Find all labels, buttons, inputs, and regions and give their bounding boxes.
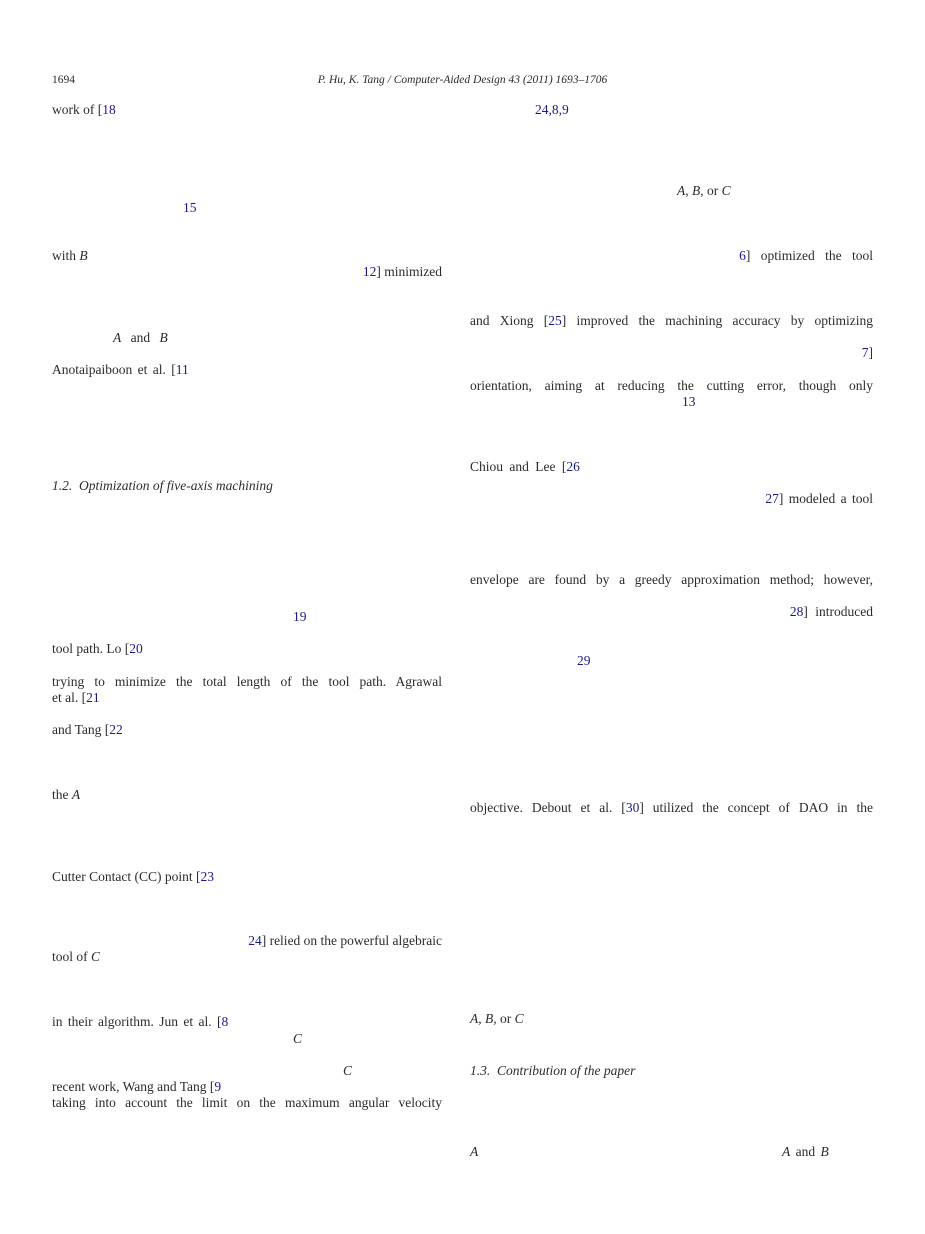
text-run: Chiou and Lee [ [470,459,567,474]
symbol-C-2 [343,1063,352,1079]
page-number: 1694 [52,74,75,86]
math-symbol: A [470,1011,479,1026]
line-recent-work [52,1079,221,1095]
text-run: trying to minimize the total length of the tool path. Agrawal [52,674,442,689]
section-heading-1-2 [52,478,273,494]
line-the-A [52,787,80,803]
text-run: orientation, aiming at reducing the cutting error, though only [470,378,873,393]
running-head: P. Hu, K. Tang / Computer-Aided Design 43 (2011) 1693–1706 [317,74,608,86]
line-A-and-B [113,330,168,346]
line-tool-path-lo [52,641,143,657]
text-run: et al. [ [52,690,87,705]
text-run: and [790,1144,821,1159]
line-24-relied [248,933,442,949]
text-run: envelope are found by a greedy approximation method; however, [470,572,873,587]
text-run: ] utilized the concept of DAO in the [639,800,873,815]
citation-15 [183,200,197,216]
text-run: ] introduced [803,604,873,619]
math-symbol: 1.2. Optimization of five-axis machining [52,478,273,493]
citation-link[interactable]: 24,8,9 [535,102,569,117]
text-run: , [478,1011,485,1026]
math-symbol: B [159,330,168,345]
text-run: with [52,248,80,263]
text-run: tool of [52,949,91,964]
citation-link[interactable]: 7 [861,345,869,360]
line-A-B-or-C-top [677,183,731,199]
text-run: Cutter Contact (CC) point [ [52,869,201,884]
line-and-tang-22 [52,722,123,738]
text-run: , or [700,183,722,198]
citation-link[interactable]: 11 [175,362,189,377]
text-run: , or [493,1011,515,1026]
citation-link[interactable]: 19 [293,609,307,624]
citation-link[interactable]: 29 [577,653,591,668]
text-run: ] modeled a tool [778,491,873,506]
math-symbol: B [692,183,701,198]
line-trying [52,674,442,690]
line-6-optimized [739,248,873,264]
line-chiou-lee [470,459,580,475]
text-run: ] improved the machining accuracy by optimizing [561,313,873,328]
text-run: ] relied on the powerful algebraic [261,933,442,948]
citation-link[interactable]: 21 [86,690,100,705]
math-symbol: C [293,1031,303,1046]
citation-19 [293,609,307,625]
citation-link[interactable]: 25 [548,313,562,328]
line-27-modeled [765,491,873,507]
text-run: work of [ [52,102,103,117]
math-symbol: C [91,949,101,964]
citation-link[interactable]: 23 [200,869,214,884]
section-heading-1-3 [470,1063,635,1079]
text-run: ] minimized [376,264,442,279]
text-run: Anotaipaiboon et al. [ [52,362,176,377]
citation-link[interactable]: 13 [682,394,696,409]
citation-link[interactable]: 30 [625,800,640,815]
text-run: and Xiong [ [470,313,549,328]
text-run: tool path. Lo [ [52,641,130,656]
line-28-introduced [790,604,873,620]
citation-link[interactable]: 12 [362,264,377,279]
math-symbol: C [721,183,731,198]
line-with-B [52,248,88,264]
math-symbol: B [79,248,88,263]
line-objective-debout [470,800,873,816]
line-orientation [470,378,873,394]
text-run: objective. Debout et al. [ [470,800,626,815]
text-run: in their algorithm. Jun et al. [ [52,1014,222,1029]
line-and-xiong [470,313,873,329]
citation-link[interactable]: 20 [129,641,143,656]
citation-link[interactable]: 24 [248,933,262,948]
line-tool-of-C [52,949,100,965]
text-run: ] optimized the tool [745,248,873,263]
line-taking-into-account [52,1095,442,1111]
line-A-B-or-C-bottom [470,1011,524,1027]
math-symbol: B [820,1144,829,1159]
citation-24-8-9 [535,102,569,118]
citation-29 [577,653,591,669]
math-symbol: A [782,1144,791,1159]
math-symbol: 1.3. Contribution of the paper [470,1063,636,1078]
line-envelope [470,572,873,588]
text-run: and Tang [ [52,722,110,737]
line-7-bracket [862,345,873,361]
citation-link[interactable]: 28 [789,604,804,619]
line-A-and-B-bottom [782,1144,829,1160]
citation-link[interactable]: 26 [566,459,580,474]
line-cutter-contact [52,869,214,885]
math-symbol: C [514,1011,524,1026]
citation-link[interactable]: 27 [765,491,779,506]
text-run: taking into account the limit on the maximum angular velocity [52,1095,442,1110]
symbol-A-bottom [470,1144,478,1160]
citation-link[interactable]: 18 [102,102,116,117]
citation-link[interactable]: 8 [221,1014,229,1029]
citation-link[interactable]: 15 [183,200,197,215]
math-symbol: A [113,330,122,345]
math-symbol: B [485,1011,494,1026]
citation-link[interactable]: 22 [109,722,123,737]
line-work-of [52,102,116,118]
line-anotaipaiboon [52,362,189,378]
math-symbol: C [343,1063,353,1078]
text-run: and [121,330,160,345]
line-in-their-algorithm [52,1014,228,1030]
math-symbol: A [677,183,686,198]
line-et-al-21 [52,690,100,706]
math-symbol: A [470,1144,479,1159]
text-run: ] [868,345,873,360]
citation-link[interactable]: 9 [214,1079,222,1094]
symbol-C-1 [293,1031,302,1047]
text-run: recent work, Wang and Tang [ [52,1079,215,1094]
text-run: , [685,183,692,198]
math-symbol: A [71,787,81,802]
citation-link[interactable]: 6 [739,248,746,263]
citation-13 [682,394,696,410]
line-12-minimized [363,264,442,280]
text-run: the [52,787,72,802]
